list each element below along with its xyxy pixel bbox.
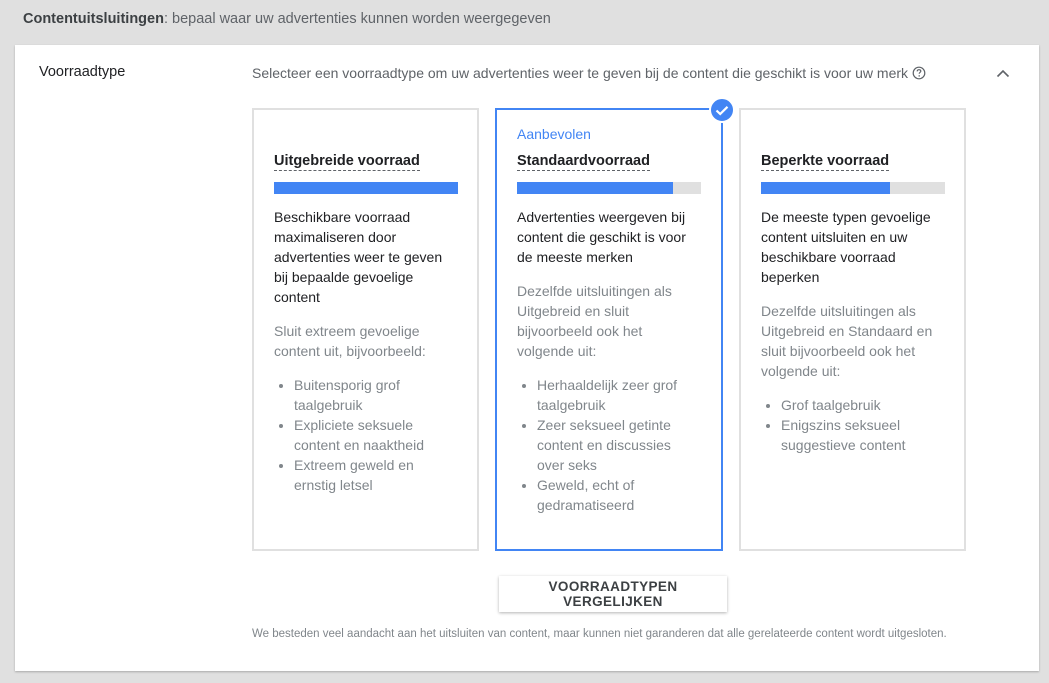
card-example-list xyxy=(274,375,457,495)
list-item: • Zeer seksueel getinte content en discussies over seks xyxy=(537,415,701,475)
list-item: • Herhaaldelijk zeer grof taalgebruik xyxy=(537,375,701,415)
inventory-card-limited[interactable] xyxy=(739,108,966,551)
card-secondary-text: Dezelfde uitsluitingen als Uitgebreid en sluit bijvoorbeeld ook het volgende uit: xyxy=(517,283,672,359)
card-example-list xyxy=(761,395,944,455)
card-description xyxy=(274,207,457,495)
recommended-badge: Aanbevolen xyxy=(517,126,591,142)
check-circle-icon xyxy=(709,97,735,123)
list-item: • Expliciete seksuele content en naaktheid xyxy=(294,415,457,455)
list-item: • Geweld, echt of gedramatiseerd xyxy=(537,475,701,515)
inventory-bar xyxy=(517,182,701,194)
card-secondary-text: Sluit extreem gevoelige content uit, bijvoorbeeld: xyxy=(274,323,426,359)
card-title: Standaardvoorraad xyxy=(517,153,650,169)
card-primary-text: Advertenties weergeven bij content die geschikt is voor de meeste merken xyxy=(517,209,686,265)
section-description xyxy=(252,65,926,81)
card-primary-text: Beschikbare voorraad maximaliseren door advertenties weer te geven bij bepaalde gevoelige content xyxy=(274,209,443,305)
inventory-bar-fill xyxy=(274,182,458,194)
section-description-text: Selecteer een voorraadtype om uw advertenties weer te geven bij de content die geschikt is voor uw merk xyxy=(252,65,909,81)
header-subtitle: : bepaal waar uw advertenties kunnen worden weergegeven xyxy=(163,11,551,27)
inventory-bar xyxy=(274,182,458,194)
chevron-up-icon[interactable] xyxy=(993,63,1013,83)
inventory-panel xyxy=(15,45,1039,671)
inventory-bar xyxy=(761,182,945,194)
page-header xyxy=(23,11,551,27)
inventory-bar-fill xyxy=(517,182,673,194)
list-item: • Extreem geweld en ernstig letsel xyxy=(294,455,457,495)
card-secondary-text: Dezelfde uitsluitingen als Uitgebreid en Standaard en sluit bijvoorbeeld ook het volgende uit: xyxy=(761,303,933,379)
card-description xyxy=(761,207,944,455)
card-description xyxy=(517,207,701,515)
inventory-bar-fill xyxy=(761,182,890,194)
compare-inventory-button[interactable]: VOORRAADTYPEN VERGELIJKEN xyxy=(499,576,727,612)
disclaimer-text: We besteden veel aandacht aan het uitsluiten van content, maar kunnen niet garanderen dat alle gerelateerde content wordt uitgesloten. xyxy=(252,628,947,640)
list-item: • Grof taalgebruik xyxy=(781,395,944,415)
inventory-card-standard[interactable] xyxy=(495,108,723,551)
card-title: Beperkte voorraad xyxy=(761,153,890,169)
card-primary-text: De meeste typen gevoelige content uitsluiten en uw beschikbare voorraad beperken xyxy=(761,209,931,285)
list-item: • Buitensporig grof taalgebruik xyxy=(294,375,457,415)
card-secondary xyxy=(517,281,701,515)
card-secondary xyxy=(274,321,457,495)
help-circle-icon[interactable] xyxy=(912,66,926,80)
section-label: Voorraadtype xyxy=(39,64,126,80)
header-title: Contentuitsluitingen xyxy=(23,11,164,27)
inventory-card-expanded[interactable] xyxy=(252,108,479,551)
list-item: • Enigszins seksueel suggestieve content xyxy=(781,415,944,455)
card-secondary xyxy=(761,301,944,455)
card-title: Uitgebreide voorraad xyxy=(274,153,420,169)
card-example-list xyxy=(517,375,701,515)
